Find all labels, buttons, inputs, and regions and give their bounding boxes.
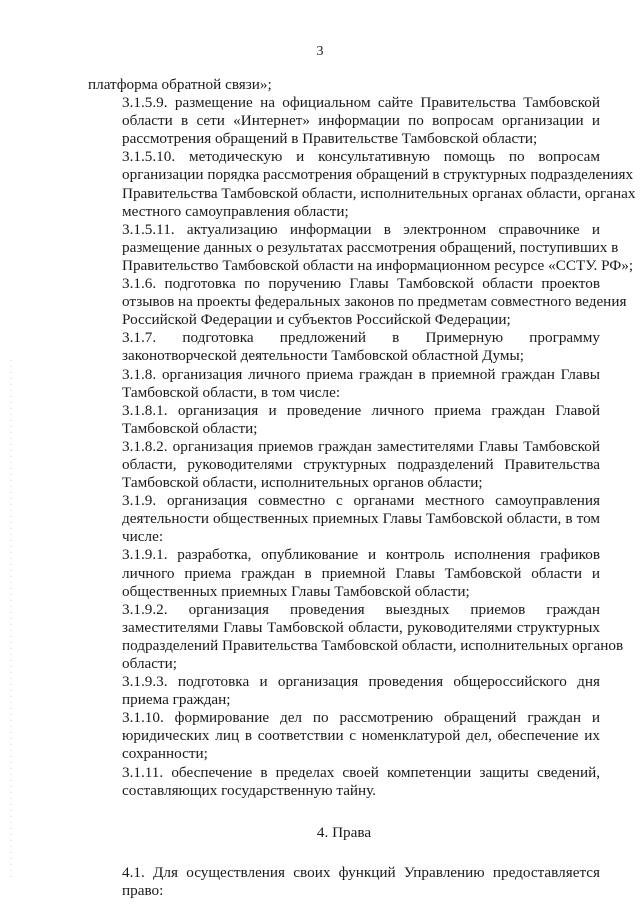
paragraph xyxy=(88,94,600,148)
scan-edge-marks xyxy=(10,360,12,880)
text-line: Правительство Тамбовской области на информационном ресурсе «ССТУ. РФ»; xyxy=(122,256,634,274)
paragraph xyxy=(88,764,600,800)
text-line: области; xyxy=(122,655,177,672)
spacer xyxy=(88,842,600,864)
text-line: 3.1.9. организация совместно с органами местного самоуправления xyxy=(122,492,600,510)
text-line: числе: xyxy=(122,528,164,546)
text-line: деятельности общественных приемных Главы Тамбовской области, в том xyxy=(122,510,600,528)
paragraph xyxy=(88,220,634,275)
text-line: подразделений Правительства Тамбовской области, исполнительных органов xyxy=(122,636,624,654)
text-line: 4.1. Для осуществления своих функций Управлению предоставляется xyxy=(122,863,600,881)
text-line: Правительства Тамбовской области, исполнительных органах области, органах xyxy=(122,184,636,202)
paragraph xyxy=(88,492,600,546)
text-line: законотворческой деятельности Тамбовской областной Думы; xyxy=(122,347,524,365)
text-line: право: xyxy=(122,881,164,899)
text-line: 3.1.10. формирование дел по рассмотрению обращений граждан и xyxy=(122,709,600,727)
text-line: 3.1.6. подготовка по поручению Главы Тамбовской области проектов xyxy=(122,275,600,293)
paragraph xyxy=(88,438,600,492)
text-line: местного самоуправления области; xyxy=(122,202,349,220)
document-body xyxy=(88,76,636,900)
text-line: 3.1.8.2. организация приемов граждан заместителями Главы Тамбовской xyxy=(122,437,600,455)
text-line: 3.1.5.11. актуализацию информации в электронном справочнике и xyxy=(122,220,600,238)
text-line: 3.1.11. обеспечение в пределах своей компетенции защиты сведений, xyxy=(122,763,600,781)
paragraph xyxy=(88,402,600,438)
text-line: 3.1.8.1. организация и проведение личного приема граждан Главой xyxy=(122,401,600,419)
text-line: Тамбовской области, в том числе: xyxy=(122,383,341,401)
paragraph xyxy=(88,864,600,900)
text-line: общественных приемных Главы Тамбовской области; xyxy=(122,582,470,600)
section-title: 4. Права xyxy=(316,823,372,841)
text-line: платформа обратной связи»; xyxy=(88,76,272,93)
text-line: Тамбовской области; xyxy=(122,419,258,437)
text-line: 3.1.5.9. размещение на официальном сайте Правительства Тамбовской xyxy=(122,94,600,112)
text-line: 3.1.9.1. разработка, опубликование и контроль исполнения графиков xyxy=(122,546,600,564)
paragraph xyxy=(88,366,600,402)
text-line: 3.1.5.10. методическую и консультативную помощь по вопросам xyxy=(122,148,600,166)
text-line: заместителями Главы Тамбовской области, руководителями структурных xyxy=(122,618,600,636)
text-line: приема граждан; xyxy=(122,691,231,709)
paragraph xyxy=(88,546,600,600)
text-line: 3.1.9.2. организация проведения выездных приемов граждан xyxy=(122,600,600,618)
paragraph xyxy=(88,600,624,673)
text-line: 3.1.8. организация личного приема граждан в приемной граждан Главы xyxy=(122,365,600,383)
text-line: Тамбовской области, исполнительных органов области; xyxy=(122,474,483,492)
text-line: 3.1.7. подготовка предложений в Примерную программу xyxy=(122,329,600,347)
text-line: организации порядка рассмотрения обращений в структурных подразделениях xyxy=(122,166,634,184)
text-line: отзывов на проекты федеральных законов по предметам совместного ведения xyxy=(122,293,627,311)
text-line: рассмотрения обращений в Правительстве Тамбовской области; xyxy=(122,130,538,148)
section-paragraph-list xyxy=(88,864,600,900)
text-line: сохранности; xyxy=(122,745,208,763)
text-line: области в сети «Интернет» информации по вопросам организации и xyxy=(122,112,600,130)
paragraph xyxy=(88,275,627,329)
paragraph xyxy=(88,673,600,709)
text-line: Российской Федерации и субъектов Российской Федерации; xyxy=(122,311,511,329)
paragraph xyxy=(88,329,600,365)
paragraph xyxy=(88,709,600,763)
text-line: личного приема граждан в приемной Главы Тамбовской области и xyxy=(122,564,600,582)
text-line: области, руководителями структурных подразделений Правительства xyxy=(122,455,600,473)
text-line: юридических лиц в соответствии с номенклатурой дел, обеспечение их xyxy=(122,727,600,745)
paragraph-list xyxy=(88,76,636,800)
paragraph xyxy=(88,148,636,220)
paragraph xyxy=(88,76,600,94)
text-line: составляющих государственную тайну. xyxy=(122,781,377,799)
text-line: 3.1.9.3. подготовка и организация проведения общероссийского дня xyxy=(122,673,600,691)
spacer xyxy=(88,800,600,824)
page-number: 3 xyxy=(316,44,324,59)
text-line: размещение данных о результатах рассмотрения обращений, поступивших в xyxy=(122,238,619,256)
